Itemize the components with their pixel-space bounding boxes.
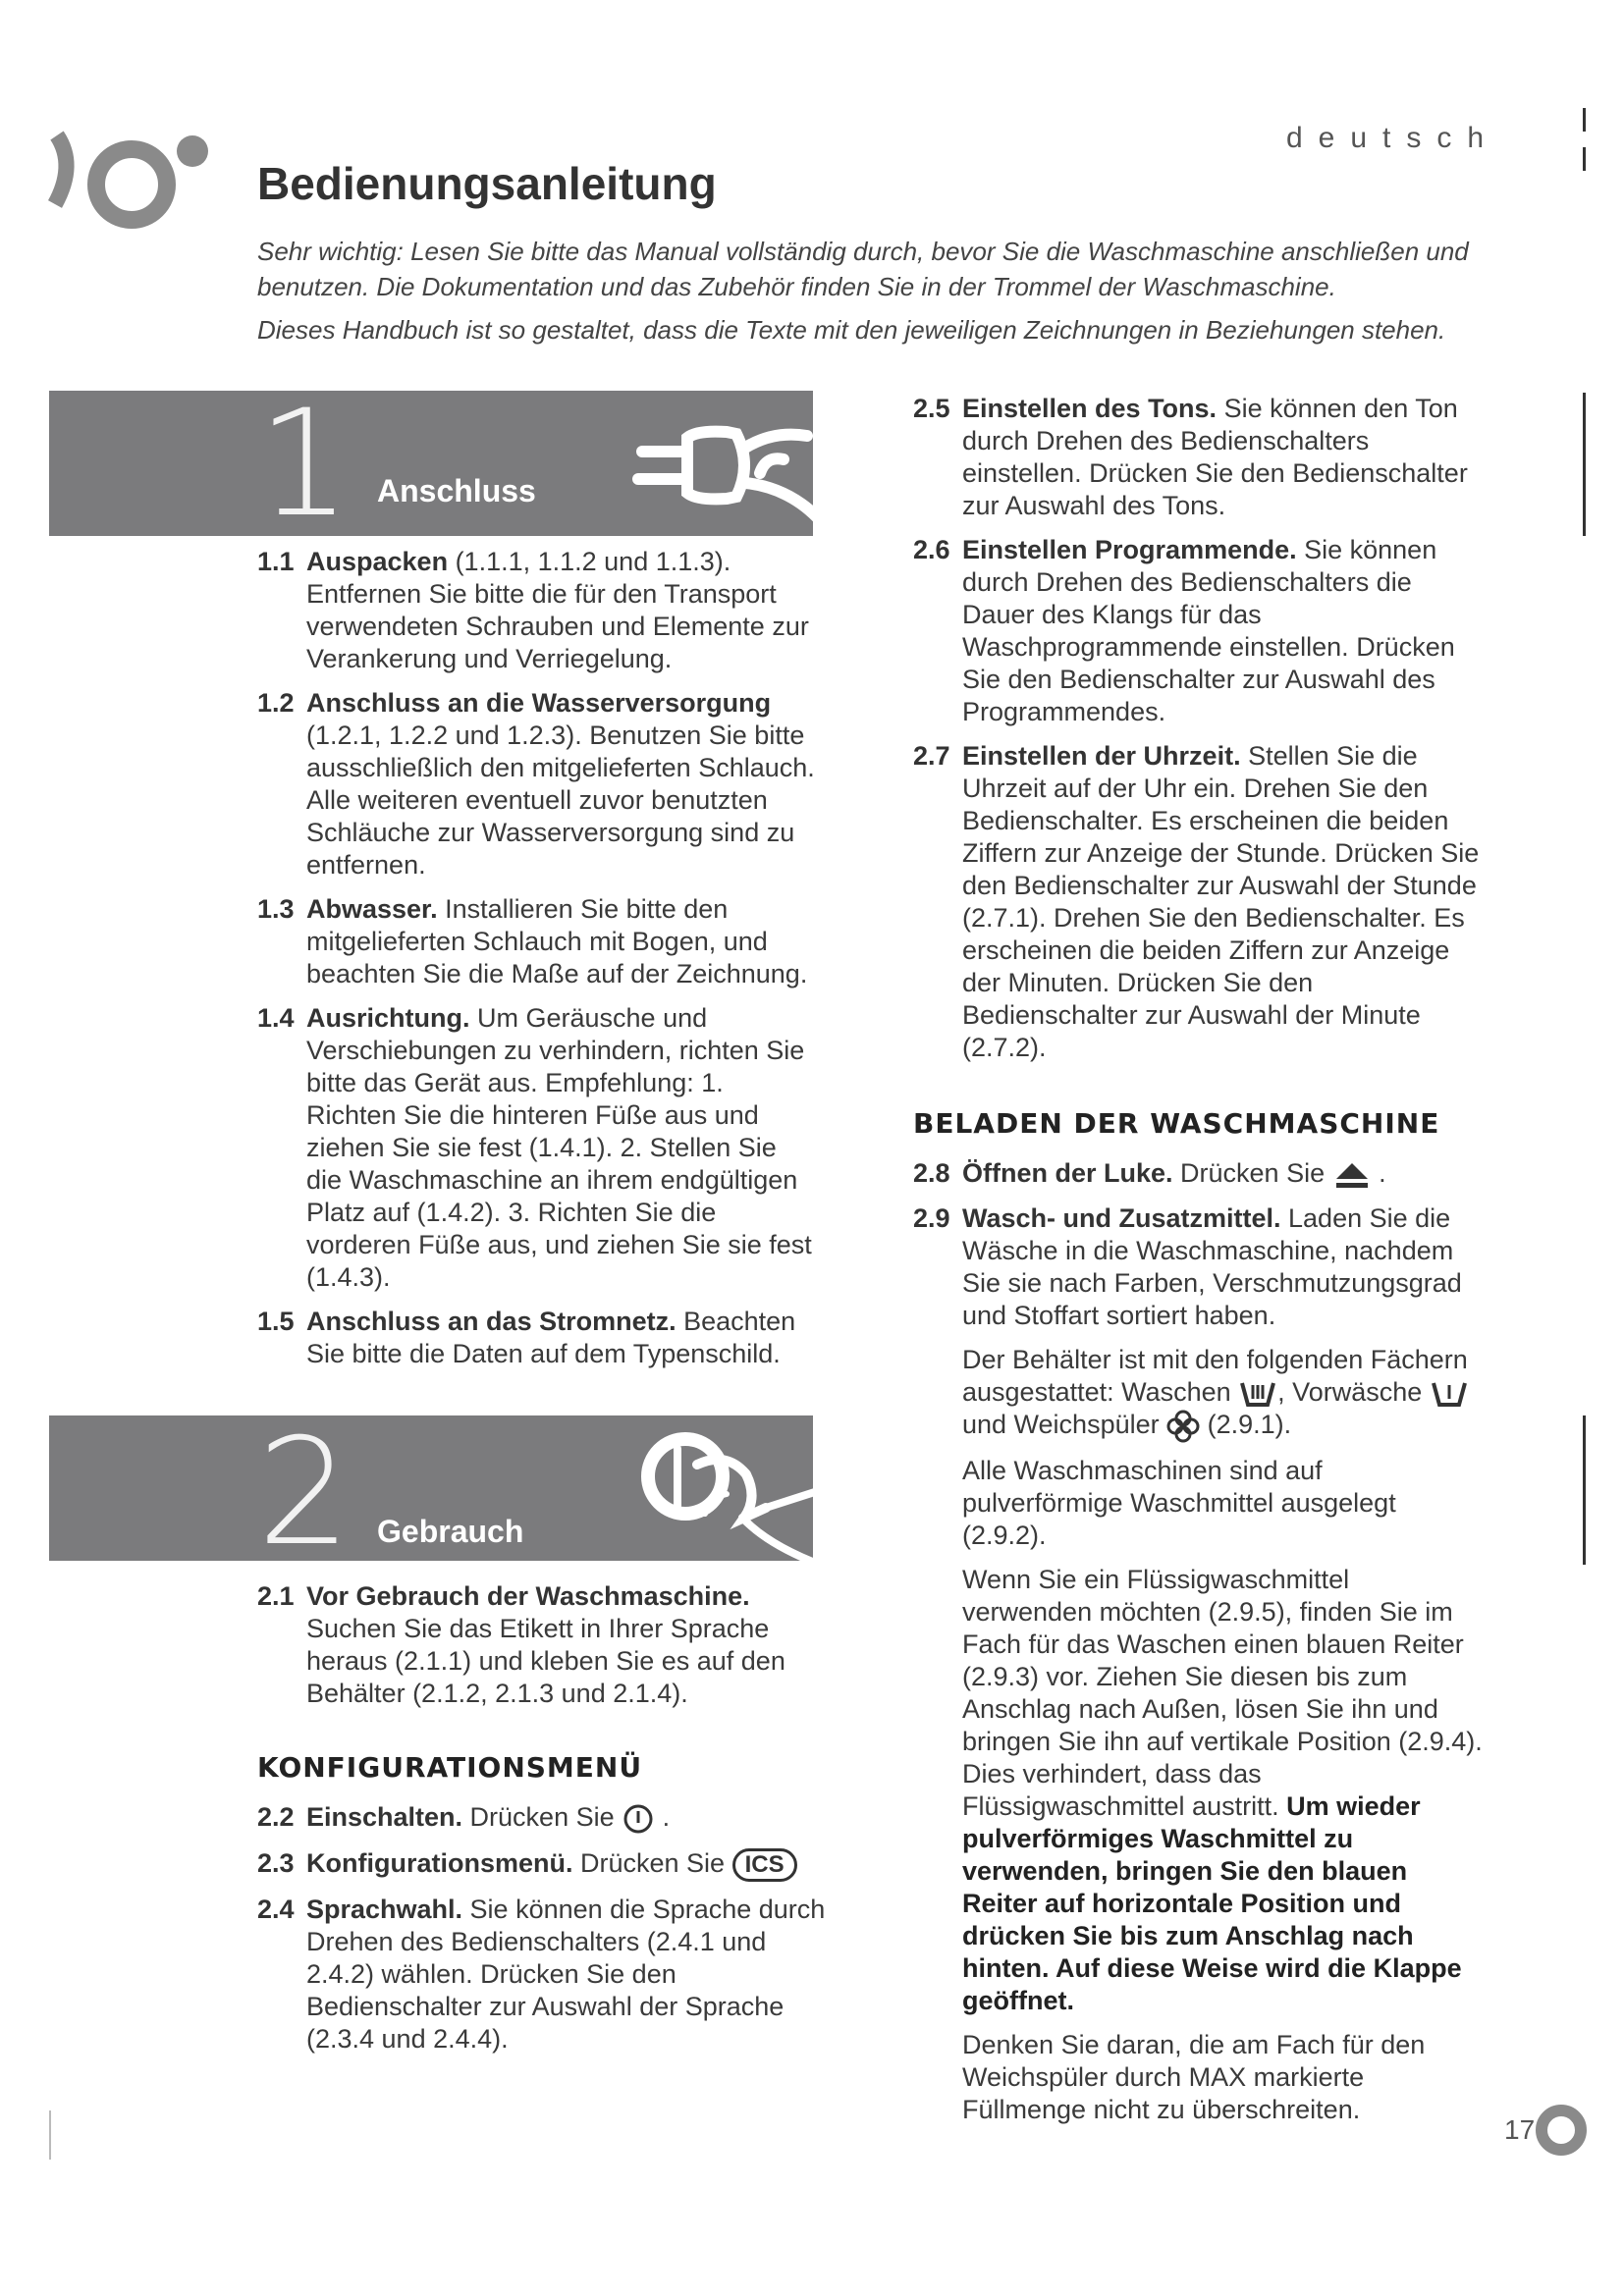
item-1-5 (257, 1306, 817, 1370)
item-2-7 (913, 740, 1483, 1064)
item-2-2 (257, 1801, 827, 1836)
item-number: 2.5 (913, 394, 950, 423)
loading-heading: BELADEN DER WASCHMASCHINE (913, 1107, 1440, 1140)
item-number: 2.9 (913, 1202, 950, 1233)
item-bold-text: Um wieder pulverförmiges Waschmittel zu verwenden, bringen Sie den blauen Reiter auf horizontale Position und drücken Sie bis zum Anschlag nach hinten. Auf diese Weise wird die Klappe geöffnet. (962, 1790, 1462, 2015)
item-heading: Konfigurationsmenü. (306, 1847, 573, 1878)
item-number: 1.1 (257, 547, 295, 576)
eject-door-icon (1332, 1159, 1372, 1191)
item-number: 1.3 (257, 894, 295, 924)
right-column-content (913, 393, 1483, 2138)
item-number: 2.3 (257, 1847, 295, 1878)
item-text: Suchen Sie das Etikett in Ihrer Sprache heraus (2.1.1) und kleben Sie es auf den Behälter (2.1.2, 2.1.3 und 2.1.4). (306, 1614, 785, 1708)
item-heading: Abwasser. (306, 894, 438, 924)
item-heading: Anschluss an die Wasserversorgung (306, 688, 772, 718)
item-1-2 (257, 687, 817, 881)
item-text: (1.2.1, 1.2.2 und 1.2.3). Benutzen Sie bitte ausschließlich den mitgelieferten Schlauch. Alle weiteren eventuell zuvor benutzten Schläuche zur Wasserversorgung sind zu entfernen. (306, 721, 815, 880)
item-heading: Auspacken (306, 547, 449, 576)
section-1-title: Anschluss (377, 473, 536, 508)
item-text: Stellen Sie die Uhrzeit auf der Uhr ein. Drehen Sie den Bedienschalter. Es erscheinen die beiden Ziffern zur Anzeige der Stunde. Drücken Sie den Bedienschalter zur Auswahl der Stunde (2.7.1). Drehen Sie den Bedienschalter. Es erscheinen die beiden Ziffern zur Anzeige der Minuten. Drücken Sie den Bedienschalter zur Auswahl der Minute (2.7.2). (962, 741, 1480, 1062)
item-heading: Einschalten. (306, 1802, 463, 1832)
item-1-1 (257, 546, 817, 675)
section-2-banner (49, 1415, 813, 1561)
item-number: 2.7 (913, 741, 950, 771)
item-text: . (1371, 1158, 1386, 1188)
item-heading: Einstellen Programmende. (962, 535, 1297, 564)
item-text: Der Behälter ist mit den folgenden Fächern ausgestattet: Waschen (962, 1344, 1468, 1407)
item-text: Sie können die Sprache durch Drehen des Bedienschalters (2.4.1 und 2.4.2) wählen. Drücken Sie den Bedienschalter zur Auswahl der Sprache (2.3.4 und 2.4.4). (306, 1894, 826, 2054)
item-text: , Vorwäsche (1277, 1376, 1423, 1407)
item-text: . (655, 1802, 671, 1832)
margin-line (1583, 108, 1586, 132)
item-text: Drücken Sie (572, 1847, 726, 1878)
section-2-number: 2 (257, 1415, 352, 1561)
item-heading: Einstellen des Tons. (962, 394, 1218, 423)
item-heading: Sprachwahl. (306, 1894, 463, 1924)
item-text: Installieren Sie bitte den mitgelieferten Schlauch mit Bogen, und beachten Sie die Maße auf der Zeichnung. (306, 894, 808, 988)
item-text: und Weichspüler (962, 1409, 1160, 1439)
margin-line (1583, 147, 1586, 171)
item-2-1 (257, 1580, 827, 1710)
prewash-compartment-icon (1430, 1379, 1469, 1409)
hand-pressing-button-icon (49, 1415, 813, 1561)
language-label: deutsch (1286, 122, 1500, 154)
item-text: Laden Sie die Wäsche in die Waschmaschine, nachdem Sie sie nach Farben, Verschmutzungsgrad und Stoffart sortiert haben. (962, 1202, 1462, 1330)
item-text: Drücken Sie (1172, 1158, 1326, 1188)
softener-flower-icon (1166, 1410, 1200, 1443)
item-number: 1.5 (257, 1307, 295, 1336)
item-text: (2.9.1). (1200, 1409, 1292, 1439)
item-text: Sie können den Ton durch Drehen des Bedienschalters einstellen. Drücken Sie den Bedienschalter zur Auswahl des Tons. (962, 394, 1468, 520)
intro-paragraph-1: Sehr wichtig: Lesen Sie bitte das Manual vollständig durch, bevor Sie die Waschmaschine anschließen und benutzen. Die Dokumentation und das Zubehör finden Sie in der Trommel der Waschmaschine. (257, 237, 1469, 301)
item-text: Wenn Sie ein Flüssigwaschmittel verwenden möchten (2.9.5), finden Sie im Fach für das Waschen einen blauen Reiter (2.9.3) vor. Ziehen Sie diesen bis zum Anschlag nach Außen, lösen Sie ihn und bringen Sie ihn auf vertikale Position (2.9.4). Dies verhindert, dass das Flüssigwaschmittel austritt. (962, 1564, 1483, 1821)
item-text: Denken Sie daran, die am Fach für den Weichspüler durch MAX markierte Füllmenge nicht zu überschreiten. (962, 2029, 1426, 2124)
item-text: Beachten Sie bitte die Daten auf dem Typenschild. (306, 1307, 796, 1368)
wash-compartment-icon (1238, 1379, 1277, 1409)
margin-line (1583, 393, 1586, 536)
item-text: Um Geräusche und Verschiebungen zu verhindern, richten Sie bitte das Gerät aus. Empfehlung: 1. Richten Sie die hinteren Füße aus und ziehen Sie sie fest (1.4.1). 2. Stellen Sie die Waschmaschine an ihrem endgültigen Platz auf (1.4.2). 3. Richten Sie die vorderen Füße aus, und ziehen Sie sie fest (1.4.3). (306, 1003, 812, 1292)
ics-button-icon: ICS (732, 1848, 797, 1882)
brand-logo (47, 106, 214, 234)
item-2-8 (913, 1157, 1483, 1191)
section-1-banner (49, 391, 813, 536)
intro-text (257, 234, 1485, 355)
plug-hose-icon (49, 391, 813, 536)
power-icon (622, 1802, 655, 1836)
item-heading: Wasch- und Zusatzmittel. (962, 1202, 1281, 1233)
item-2-9 (913, 1202, 1483, 2126)
decorative-circle-icon (1532, 2101, 1591, 2169)
item-number: 2.8 (913, 1158, 950, 1188)
item-number: 1.4 (257, 1003, 295, 1033)
section-2-title: Gebrauch (377, 1514, 524, 1549)
item-number: 2.6 (913, 535, 950, 564)
item-2-5 (913, 393, 1483, 522)
item-heading: Einstellen der Uhrzeit. (962, 741, 1241, 771)
item-number: 1.2 (257, 688, 295, 718)
item-1-3 (257, 893, 817, 990)
item-2-3 (257, 1847, 827, 1882)
item-2-6 (913, 534, 1483, 728)
section-1-number: 1 (257, 391, 352, 536)
item-1-4 (257, 1002, 817, 1294)
section-1-content (257, 546, 817, 1382)
item-text: Drücken Sie (462, 1802, 615, 1832)
item-2-4 (257, 1894, 827, 2056)
intro-paragraph-2: Dieses Handbuch ist so gestaltet, dass die Texte mit den jeweiligen Zeichnungen in Beziehungen stehen. (257, 315, 1446, 345)
item-text: Sie können durch Drehen des Bedienschalters die Dauer des Klangs für das Waschprogrammende einstellen. Drücken Sie den Bedienschalter zur Auswahl des Programmendes. (962, 535, 1455, 726)
item-text: Alle Waschmaschinen sind auf pulverförmige Waschmittel ausgelegt (2.9.2). (962, 1455, 1396, 1550)
item-number: 2.4 (257, 1894, 295, 1924)
margin-line (1583, 1415, 1586, 1565)
item-heading: Öffnen der Luke. (962, 1158, 1173, 1188)
item-heading: Ausrichtung. (306, 1003, 470, 1033)
margin-line (49, 2110, 51, 2160)
item-heading: Vor Gebrauch der Waschmaschine. (306, 1581, 750, 1611)
item-text: (1.1.1, 1.1.2 und 1.1.3). Entfernen Sie bitte die für den Transport verwendeten Schrauben und Elemente zur Verankerung und Verriegelung. (306, 547, 809, 673)
page-title: Bedienungsanleitung (257, 158, 717, 209)
item-number: 2.2 (257, 1802, 295, 1832)
item-heading: Anschluss an das Stromnetz. (306, 1307, 677, 1336)
section-2-left-content (257, 1580, 827, 2067)
config-menu-heading: KONFIGURATIONSMENÜ (257, 1751, 643, 1784)
page-number: 17 (1504, 2114, 1536, 2145)
item-number: 2.1 (257, 1581, 295, 1611)
